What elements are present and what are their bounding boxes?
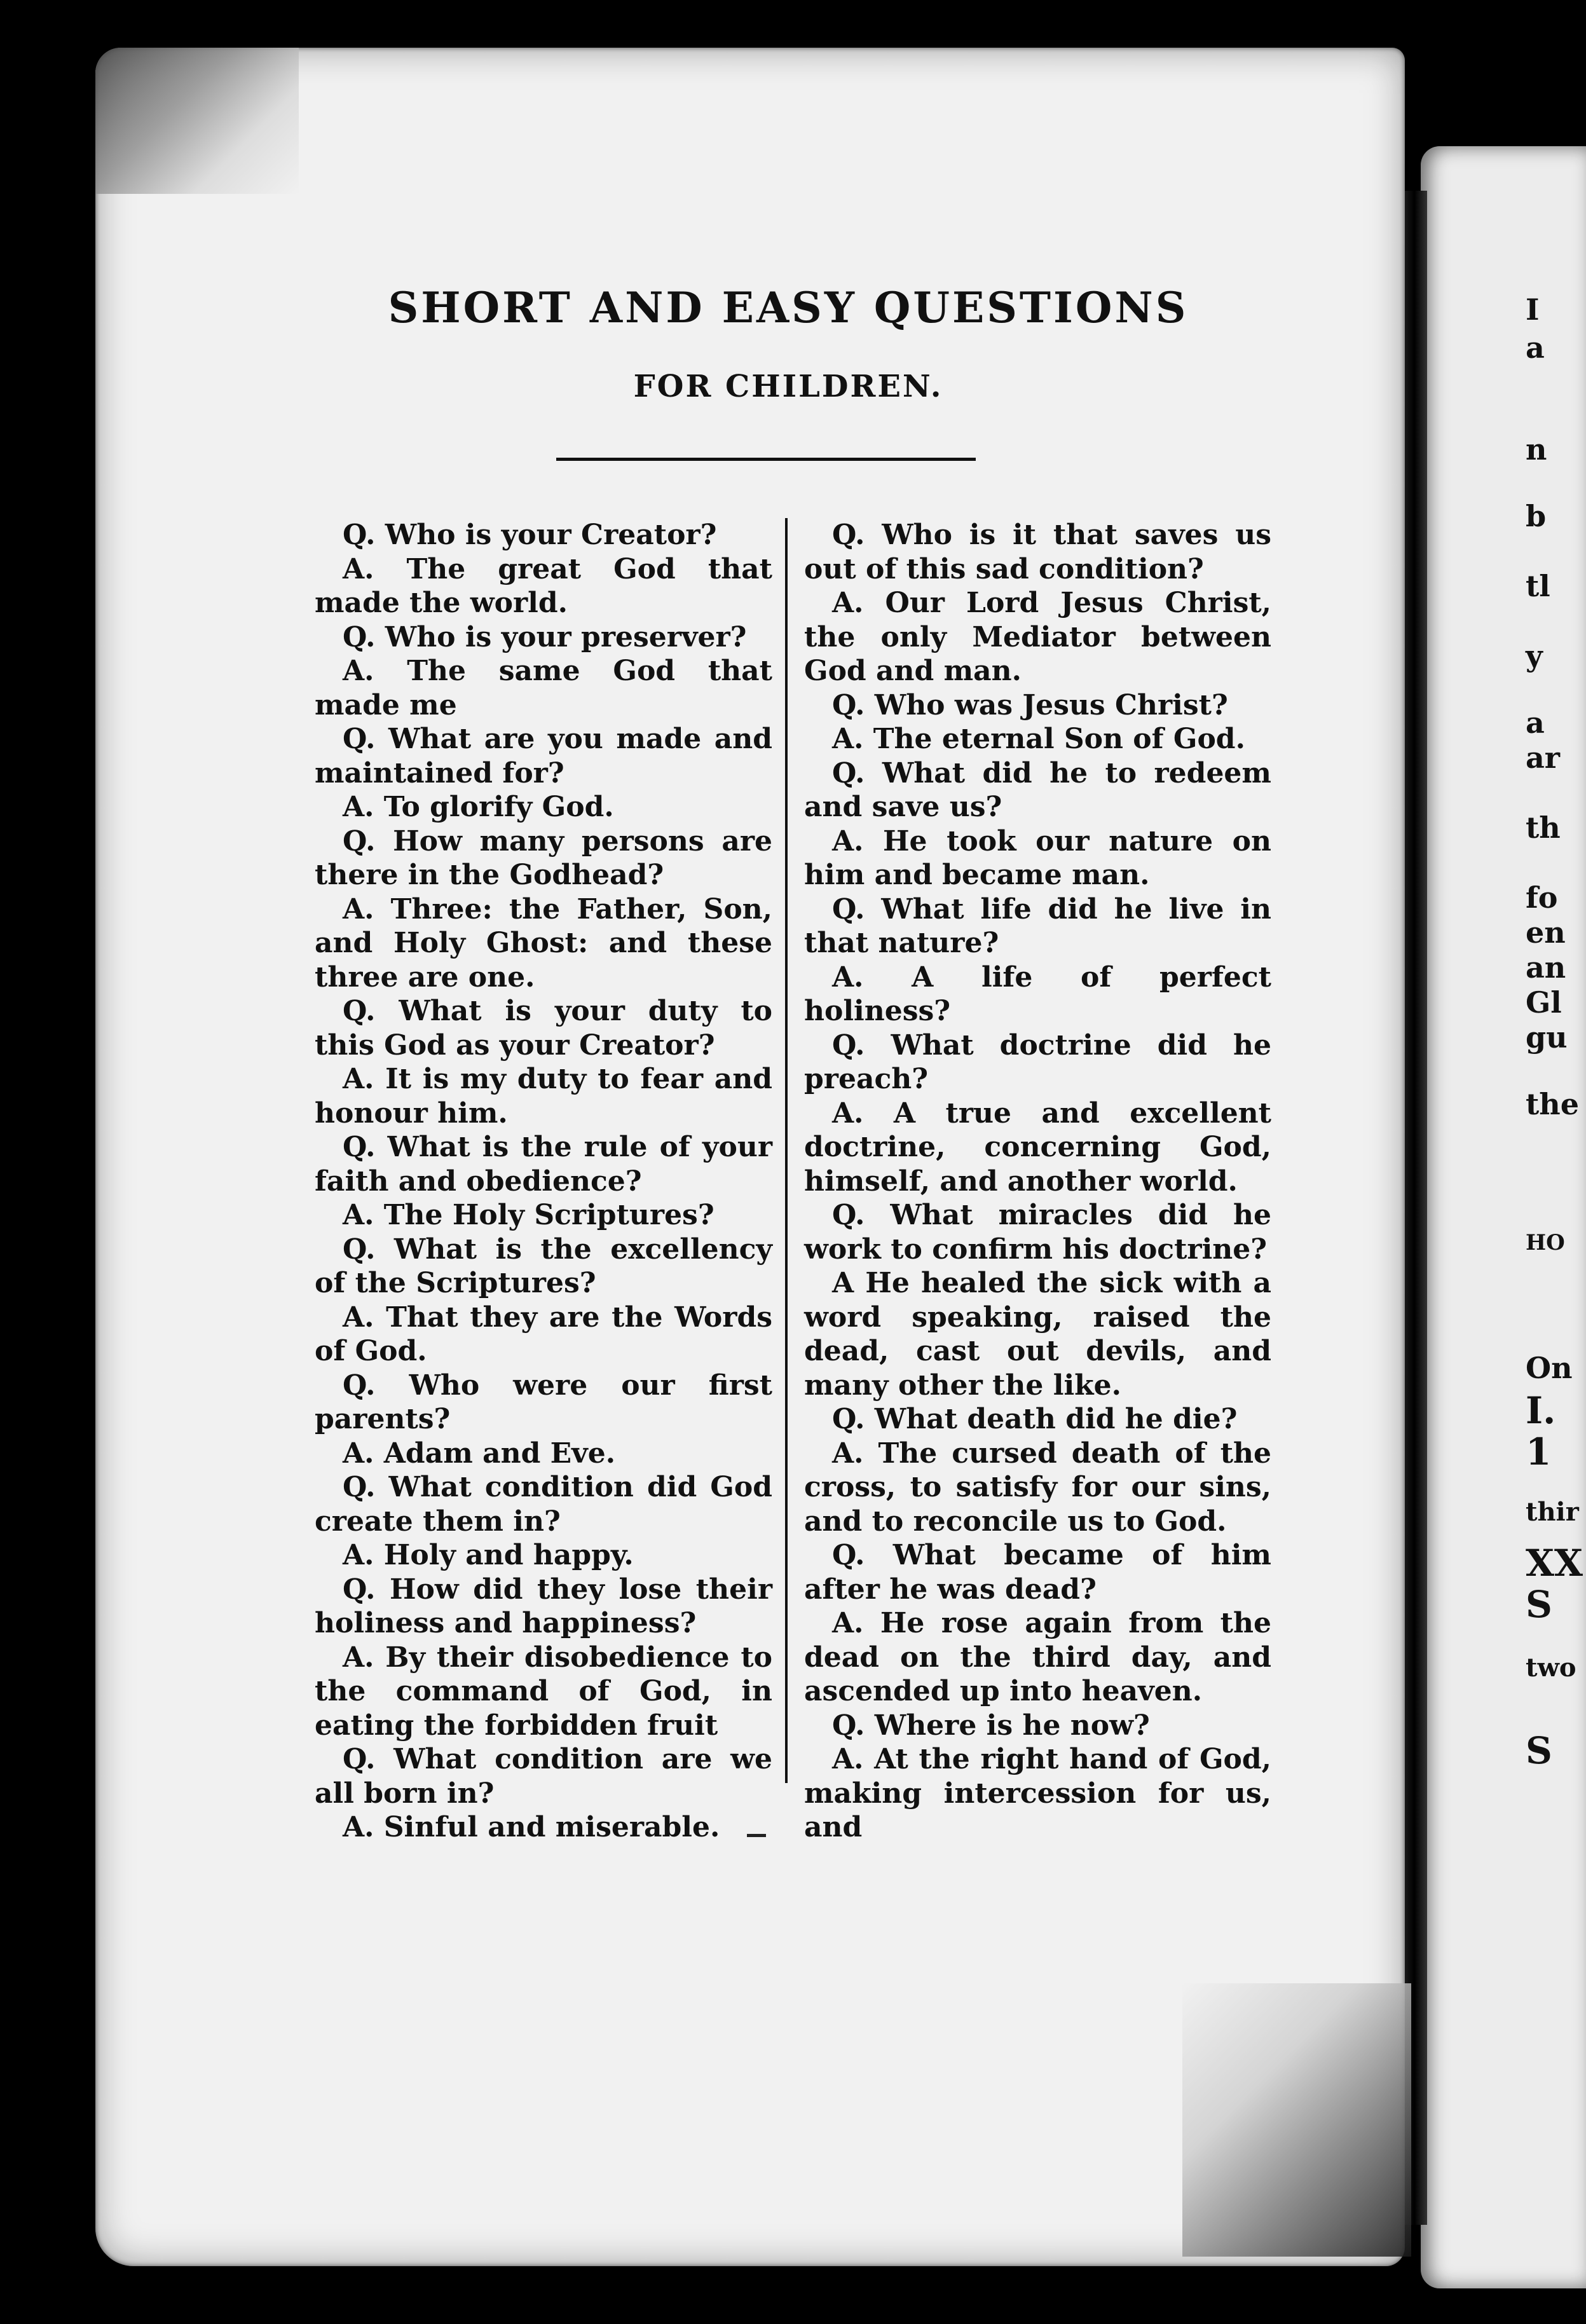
catechism-line: A. Three: the Father, Son, and Holy Ghost: and these three are one. (315, 892, 772, 994)
column-divider (785, 518, 788, 1783)
adjacent-fragment: gu (1526, 1020, 1568, 1055)
title-rule (556, 458, 976, 461)
adjacent-fragment: tl (1526, 569, 1550, 603)
torn-corner-bottom-right (1182, 1983, 1411, 2257)
adjacent-fragment: S (1526, 1583, 1552, 1626)
adjacent-fragment: fo (1526, 880, 1558, 915)
catechism-line: A. The cursed death of the cross, to satisfy for our sins, and to reconcile us to God. (804, 1437, 1271, 1538)
catechism-line: Q. Who were our first parents? (315, 1369, 772, 1435)
printer-mark (747, 1834, 766, 1837)
catechism-line: A. To glorify God. (343, 791, 614, 823)
catechism-line: A. At the right hand of God, making intercession for us, and (804, 1743, 1271, 1843)
catechism-line: Q. How many persons are there in the Godhead? (315, 824, 772, 891)
adjacent-fragment: a (1526, 331, 1545, 365)
adjacent-fragment: a (1526, 706, 1545, 740)
catechism-line: A. He rose again from the dead on the third day, and ascended up into heaven. (804, 1607, 1271, 1707)
catechism-line: A. The great God that made the world. (315, 552, 772, 619)
catechism-line: A. He took our nature on him and became man. (804, 824, 1271, 891)
adjacent-fragment: y (1526, 639, 1543, 673)
adjacent-fragment: HO (1526, 1230, 1565, 1255)
catechism-line: Q. What doctrine did he preach? (804, 1029, 1271, 1095)
catechism-line: A. A life of perfect holiness? (804, 960, 1271, 1027)
catechism-line: Q. Who is it that saves us out of this sad condition? (804, 519, 1271, 585)
catechism-line: A. Sinful and miserable. (343, 1811, 720, 1843)
catechism-line: Q. What condition are we all born in? (315, 1743, 772, 1810)
adjacent-fragment: I (1526, 292, 1540, 327)
adjacent-fragment: two (1526, 1653, 1576, 1683)
catechism-line: A. Holy and happy. (343, 1539, 634, 1571)
page-subtitle: FOR CHILDREN. (633, 369, 943, 404)
catechism-line: A. A true and excellent doctrine, concerning God, himself, and another world. (804, 1097, 1271, 1198)
adjacent-fragment: Gl (1526, 985, 1562, 1020)
torn-corner-top-left (95, 48, 299, 194)
adjacent-fragment: th (1526, 810, 1561, 845)
catechism-line: A. By their disobedience to the command of God, in eating the forbidden fruit (315, 1641, 772, 1742)
catechism-line: Q. What death did he die? (832, 1403, 1238, 1435)
catechism-line: A. Our Lord Jesus Christ, the only Mediator between God and man. (804, 587, 1271, 687)
catechism-line: Q. What life did he live in that nature? (804, 892, 1271, 959)
catechism-line: Q. What is the rule of your faith and obedience? (315, 1131, 772, 1198)
adjacent-fragment: S (1526, 1729, 1552, 1772)
catechism-line: Q. Who is your Creator? (343, 519, 717, 551)
adjacent-fragment: an (1526, 950, 1566, 985)
right-column (804, 518, 1271, 1845)
catechism-line: A. The same God that made me (315, 655, 772, 721)
adjacent-fragment: 1 (1526, 1430, 1552, 1473)
catechism-line: A. Adam and Eve. (343, 1437, 616, 1470)
adjacent-fragment: I. (1526, 1389, 1556, 1432)
adjacent-fragment: n (1526, 432, 1547, 467)
catechism-line: A. That they are the Words of God. (315, 1301, 772, 1367)
catechism-line: Q. What did he to redeem and save us? (804, 756, 1271, 823)
adjacent-fragment: en (1526, 915, 1566, 950)
adjacent-fragment: ar (1526, 741, 1561, 775)
adjacent-page (1421, 146, 1586, 2288)
page-title: SHORT AND EASY QUESTIONS (388, 283, 1189, 332)
catechism-line: Q. Where is he now? (832, 1709, 1150, 1742)
catechism-line: Q. Who is your preserver? (343, 620, 747, 653)
catechism-line: A. The Holy Scriptures? (343, 1199, 714, 1231)
catechism-line: A. The eternal Son of God. (832, 723, 1245, 755)
catechism-line: Q. Who was Jesus Christ? (832, 688, 1228, 721)
catechism-line: A He healed the sick with a word speaking, raised the dead, cast out devils, and many other the like. (804, 1267, 1271, 1402)
adjacent-fragment: the (1526, 1087, 1579, 1121)
left-column (315, 518, 772, 1845)
catechism-line: Q. What are you made and maintained for? (315, 723, 772, 789)
adjacent-fragment: b (1526, 499, 1547, 533)
catechism-line: Q. What is your duty to this God as your Creator? (315, 995, 772, 1062)
catechism-line: Q. What condition did God create them in? (315, 1471, 772, 1538)
catechism-line: Q. What became of him after he was dead? (804, 1539, 1271, 1606)
adjacent-fragment: On (1526, 1351, 1573, 1385)
catechism-line: A. It is my duty to fear and honour him. (315, 1063, 772, 1130)
adjacent-fragment: XX (1526, 1541, 1583, 1585)
catechism-line: Q. How did they lose their holiness and happiness? (315, 1573, 772, 1639)
page-gutter (1402, 191, 1427, 2225)
adjacent-fragment: thir (1526, 1497, 1579, 1527)
catechism-line: Q. What is the excellency of the Scriptures? (315, 1233, 772, 1299)
catechism-line: Q. What miracles did he work to confirm his doctrine? (804, 1199, 1271, 1266)
